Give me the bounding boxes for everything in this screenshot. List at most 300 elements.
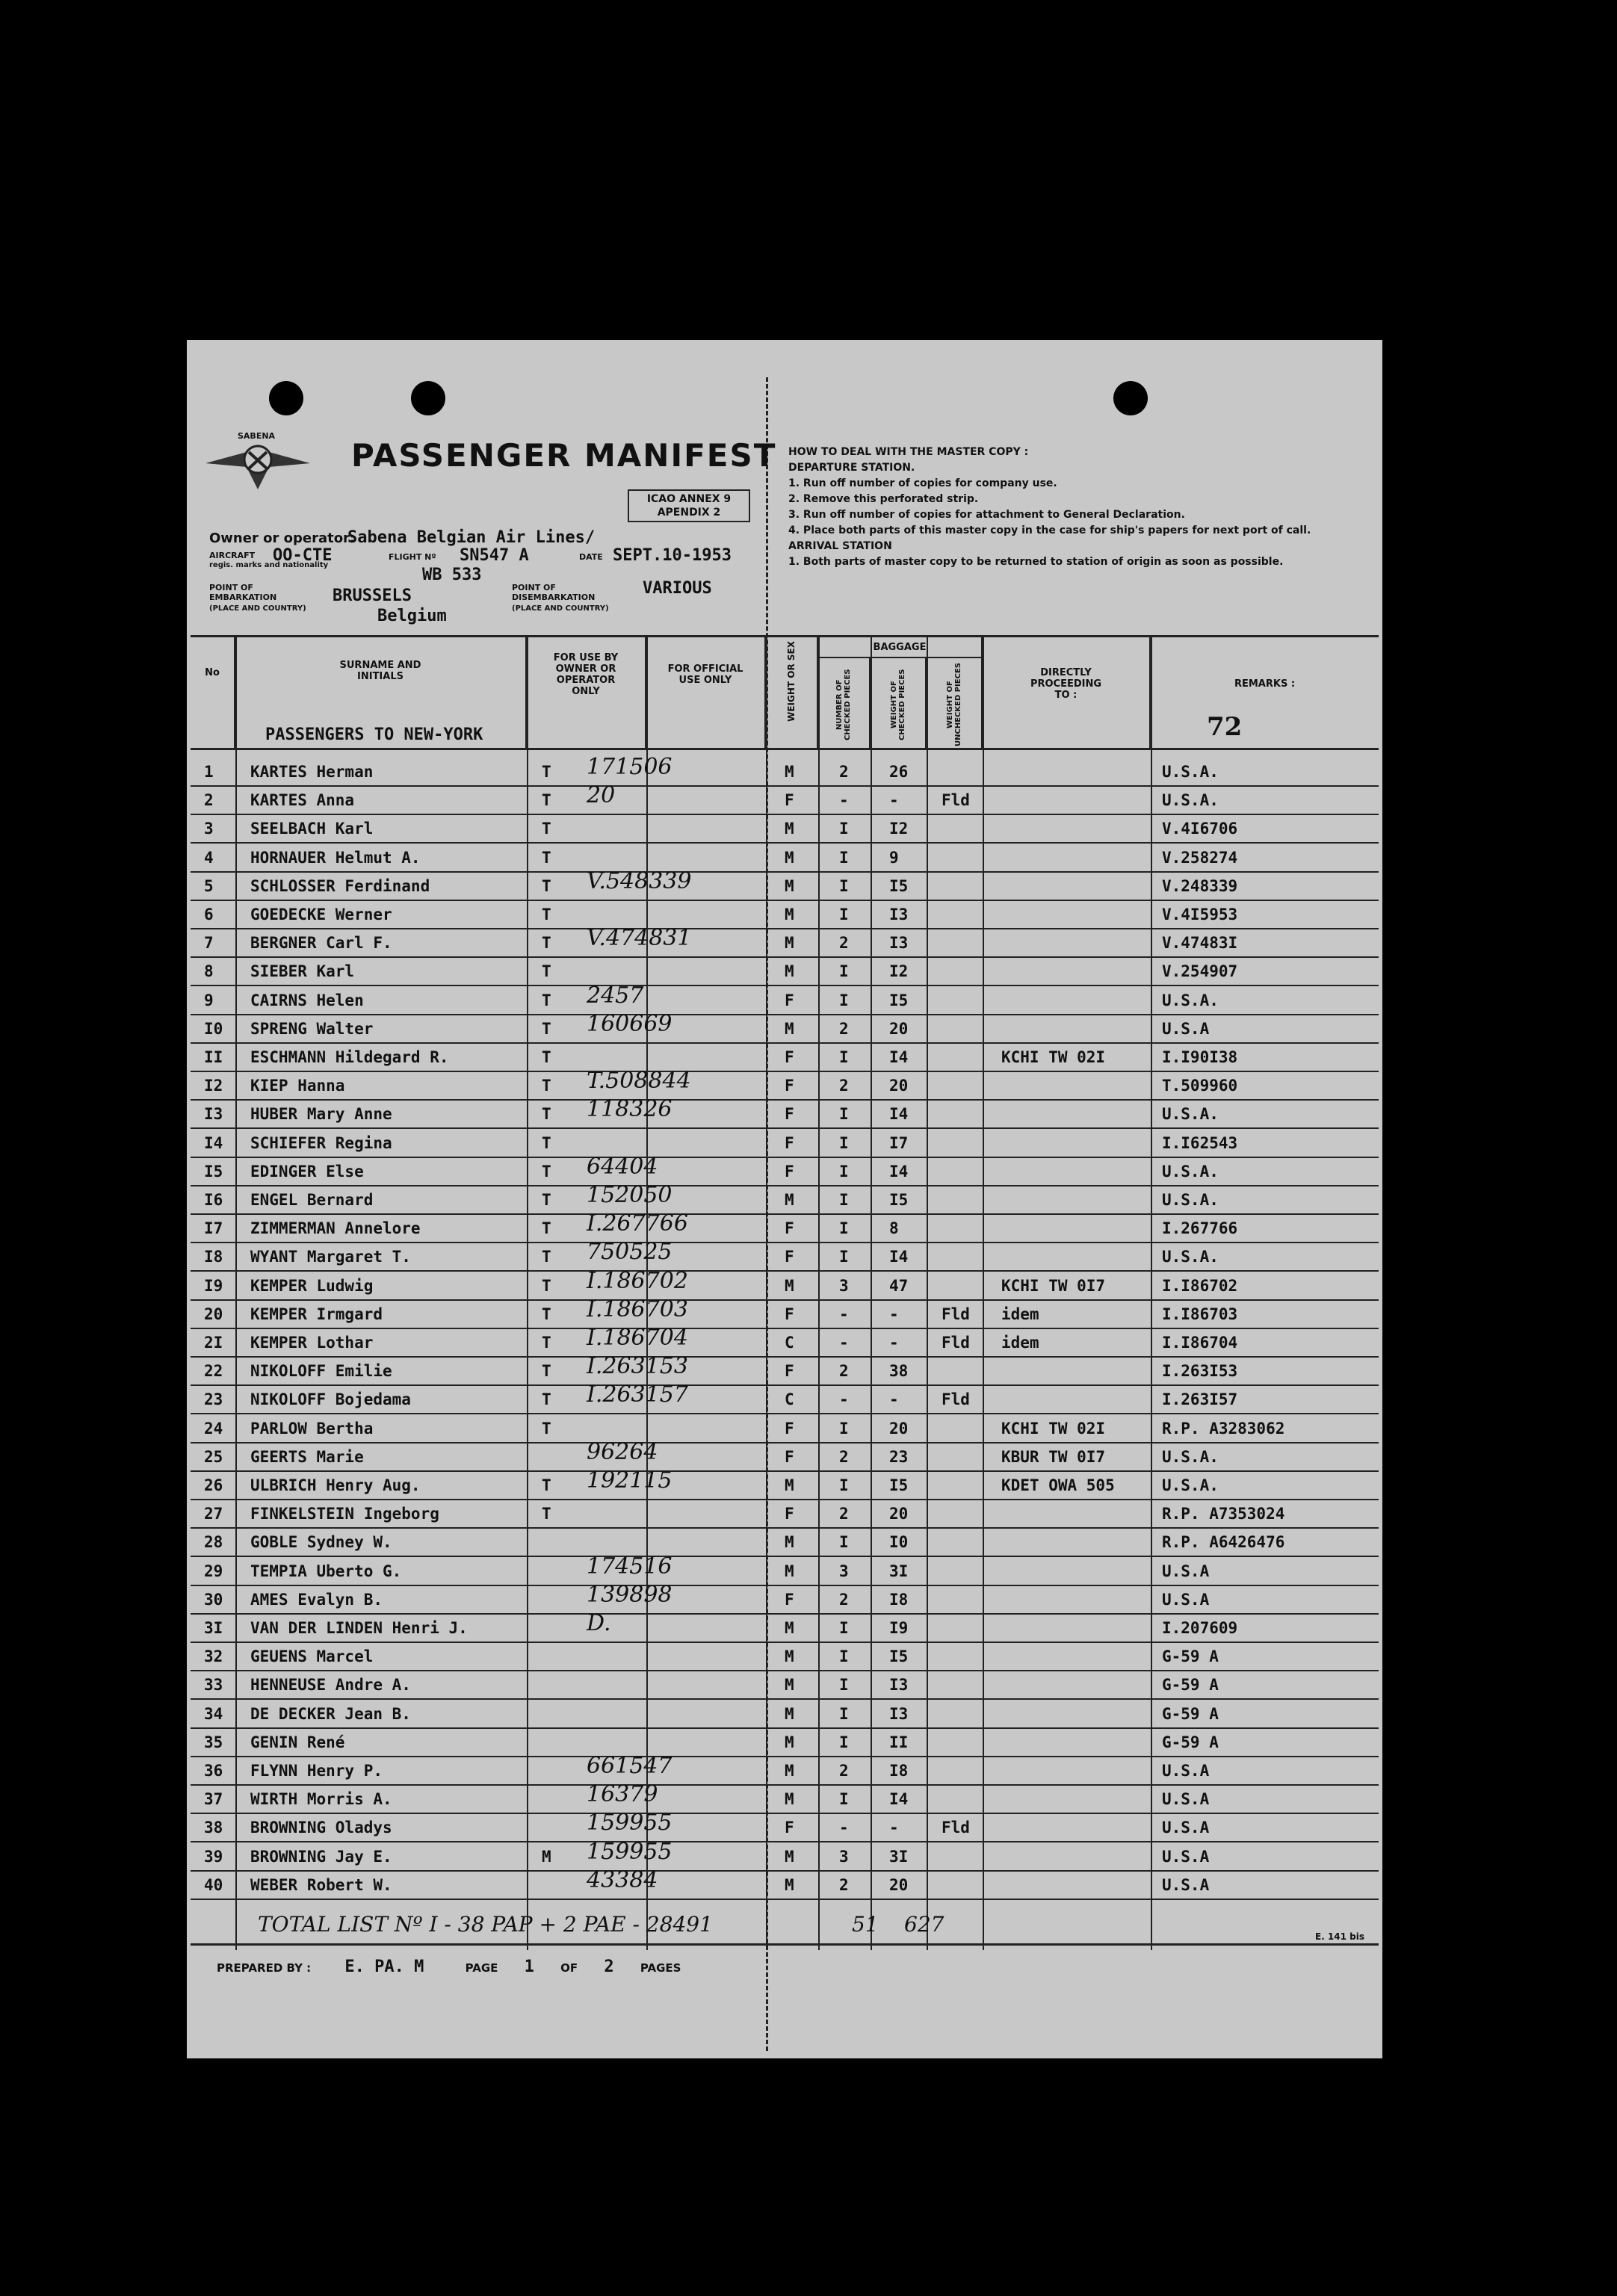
cell-sex: F	[785, 1305, 794, 1323]
cell-rem: U.S.A.	[1162, 1476, 1219, 1494]
cell-pcs: I	[839, 906, 849, 923]
cell-wt: 20	[889, 1077, 909, 1095]
cell-sex: M	[785, 906, 794, 923]
cell-name: GOBLE Sydney W.	[250, 1533, 392, 1552]
cell-no: 30	[204, 1590, 223, 1609]
cell-sex: M	[785, 1533, 794, 1552]
cell-rem: U.S.A	[1162, 1019, 1210, 1038]
cell-pcs: I	[839, 1733, 849, 1751]
instructions-arrival: ARRIVAL STATION	[788, 540, 892, 552]
cell-wt: 20	[889, 1419, 909, 1438]
cell-no: I3	[204, 1105, 223, 1124]
page-label: PAGE	[465, 1961, 498, 1975]
cell-off: 139898	[587, 1581, 673, 1608]
table-row	[191, 1267, 1379, 1301]
cell-off: I.263153	[587, 1353, 688, 1380]
table-row	[191, 844, 1379, 873]
cell-sex: M	[785, 1619, 794, 1637]
table-row	[191, 1610, 1379, 1643]
cell-name: SPRENG Walter	[250, 1019, 374, 1038]
cell-name: ZIMMERMAN Annelore	[250, 1219, 421, 1238]
cell-off: I.267766	[587, 1210, 688, 1237]
cell-dest: KCHI TW 0I7	[1001, 1276, 1106, 1295]
cell-off: V.548339	[587, 867, 692, 894]
cell-unch: Fld	[942, 1305, 970, 1323]
cell-off: 160669	[587, 1010, 673, 1037]
cell-t: T	[542, 906, 551, 923]
cell-name: KARTES Anna	[250, 791, 355, 810]
cell-wt: -	[889, 791, 899, 810]
cell-name: ENGEL Bernard	[250, 1191, 374, 1209]
cell-pcs: 3	[839, 1562, 849, 1580]
cell-sex: M	[785, 1790, 794, 1809]
cell-pcs: 2	[839, 934, 849, 953]
cell-wt: I4	[889, 1248, 909, 1266]
cell-dest: KCHI TW 02I	[1001, 1419, 1106, 1438]
cell-name: KEMPER Ludwig	[250, 1276, 374, 1295]
cell-no: 24	[204, 1419, 223, 1438]
cell-no: 33	[204, 1676, 223, 1695]
cell-rem: V.47483I	[1162, 934, 1238, 953]
col-checked-weight-label: WEIGHT OF CHECKED PIECES	[889, 669, 906, 741]
cell-name: CAIRNS Helen	[250, 991, 364, 1009]
cell-sex: C	[785, 1334, 794, 1352]
cell-t: T	[542, 1305, 551, 1323]
cell-off: 192115	[587, 1467, 673, 1494]
cell-sex: M	[785, 1762, 794, 1780]
cell-name: HORNAUER Helmut A.	[250, 848, 421, 867]
cell-rem: U.S.A.	[1162, 1191, 1219, 1209]
cell-pcs: 3	[839, 1847, 849, 1866]
cell-rem: I.263I53	[1162, 1362, 1238, 1381]
cell-wt: I5	[889, 991, 909, 1009]
cell-pcs: 2	[839, 1505, 849, 1523]
cell-name: GEERTS Marie	[250, 1447, 364, 1466]
cell-rem: U.S.A	[1162, 1875, 1210, 1894]
cell-off: I.186704	[587, 1325, 688, 1351]
col-unchecked-weight-label: WEIGHT OF UNCHECKED PIECES	[945, 663, 962, 747]
instruction-line: 1. Run off number of copies for company use.	[788, 477, 1057, 489]
table-row	[191, 1325, 1379, 1358]
cell-t: T	[542, 1419, 551, 1438]
flight-label: FLIGHT Nº	[389, 552, 436, 562]
cell-no: 3	[204, 820, 214, 838]
cell-wt: I4	[889, 1105, 909, 1124]
cell-rem: G-59 A	[1162, 1676, 1219, 1695]
cell-pcs: I	[839, 1048, 849, 1066]
cell-off: D.	[587, 1610, 611, 1636]
cell-rem: U.S.A.	[1162, 791, 1219, 810]
table-row	[191, 1838, 1379, 1872]
cell-t: T	[542, 1276, 551, 1295]
cell-t: T	[542, 1077, 551, 1095]
cell-rem: I.263I57	[1162, 1390, 1238, 1409]
cell-off: I.186703	[587, 1296, 688, 1322]
cell-sex: F	[785, 1248, 794, 1266]
total-weight: 627	[904, 1912, 944, 1937]
cell-no: 36	[204, 1762, 223, 1780]
table-row	[191, 815, 1379, 844]
cell-pcs: I	[839, 1704, 849, 1723]
cell-off: 20	[587, 782, 616, 809]
form-number: E. 141 bis	[1315, 1931, 1365, 1942]
cell-rem: I.207609	[1162, 1619, 1238, 1637]
cell-wt: 38	[889, 1362, 909, 1381]
date-label: DATE	[579, 552, 603, 562]
table-row	[191, 925, 1379, 958]
cell-rem: G-59 A	[1162, 1704, 1219, 1723]
cell-unch: Fld	[942, 1819, 970, 1837]
cell-pcs: I	[839, 991, 849, 1009]
cell-no: 5	[204, 876, 214, 895]
cell-off: 64404	[587, 1153, 658, 1180]
table-row	[191, 1500, 1379, 1529]
cell-t: T	[542, 962, 551, 981]
cell-wt: -	[889, 1819, 899, 1837]
cell-wt: I5	[889, 1647, 909, 1666]
cell-name: EDINGER Else	[250, 1162, 364, 1181]
icao-box	[628, 489, 750, 522]
cell-sex: M	[785, 876, 794, 895]
cell-no: 35	[204, 1733, 223, 1751]
instruction-line: 1. Both parts of master copy to be returned to station of origin as soon as possible.	[788, 556, 1284, 568]
cell-no: 34	[204, 1704, 223, 1723]
cell-wt: I8	[889, 1590, 909, 1609]
cell-rem: I.I86702	[1162, 1276, 1238, 1295]
cell-pcs: I	[839, 1647, 849, 1666]
cell-wt: I3	[889, 906, 909, 923]
cell-wt: 20	[889, 1019, 909, 1038]
cell-t: T	[542, 1476, 551, 1494]
cell-rem: R.P. A6426476	[1162, 1533, 1285, 1552]
cell-sex: F	[785, 1590, 794, 1609]
cell-dest: KCHI TW 02I	[1001, 1048, 1106, 1066]
cell-wt: I3	[889, 1676, 909, 1695]
cell-no: 8	[204, 962, 214, 981]
instruction-line: 4. Place both parts of this master copy in the case for ship's papers for next port of call.	[788, 525, 1311, 536]
cell-name: ULBRICH Henry Aug.	[250, 1476, 421, 1494]
flight-value-2: WB 533	[422, 566, 482, 584]
cell-off: 118326	[587, 1096, 673, 1123]
embark-country: Belgium	[377, 607, 447, 625]
cell-pcs: I	[839, 962, 849, 981]
cell-no: 28	[204, 1533, 223, 1552]
cell-wt: I2	[889, 962, 909, 981]
cell-name: SEELBACH Karl	[250, 820, 374, 838]
cell-name: FLYNN Henry P.	[250, 1762, 383, 1780]
cell-name: HUBER Mary Anne	[250, 1105, 392, 1124]
cell-no: 22	[204, 1362, 223, 1381]
cell-wt: 8	[889, 1219, 899, 1238]
table-row	[191, 901, 1379, 929]
disembark-value: VARIOUS	[643, 579, 712, 598]
col-proceeding: DIRECTLY PROCEEDING TO :	[983, 637, 1151, 748]
cell-name: WEBER Robert W.	[250, 1875, 392, 1894]
cell-sex: M	[785, 1562, 794, 1580]
cell-pcs: I	[839, 1191, 849, 1209]
table-row	[191, 1044, 1379, 1072]
cell-pcs: -	[839, 1305, 849, 1323]
cell-rem: R.P. A7353024	[1162, 1505, 1285, 1523]
cell-off: T.508844	[587, 1068, 691, 1095]
cell-rem: U.S.A.	[1162, 1162, 1219, 1181]
cell-off: 16379	[587, 1781, 658, 1808]
col-surname: SURNAME AND INITIALS	[235, 637, 527, 748]
table-row	[191, 1701, 1379, 1729]
cell-rem: V.258274	[1162, 848, 1238, 867]
table-row	[191, 1781, 1379, 1814]
cell-name: TEMPIA Uberto G.	[250, 1562, 402, 1580]
col-baggage: BAGGAGE	[818, 637, 983, 658]
cell-wt: I5	[889, 1476, 909, 1494]
cell-sex: M	[785, 1704, 794, 1723]
col-owner-use: FOR USE BY OWNER OR OPERATOR ONLY	[527, 637, 646, 748]
cell-pcs: I	[839, 1533, 849, 1552]
cell-name: PARLOW Bertha	[250, 1419, 374, 1438]
cell-no: 40	[204, 1875, 223, 1894]
flight-value: SN547 A	[460, 546, 529, 565]
cell-name: DE DECKER Jean B.	[250, 1704, 411, 1723]
cell-no: I4	[204, 1133, 223, 1152]
cell-off: 159955	[587, 1810, 673, 1837]
cell-sex: F	[785, 1362, 794, 1381]
cell-rem: U.S.A	[1162, 1790, 1210, 1809]
pages-label: PAGES	[640, 1961, 681, 1975]
cell-name: GENIN René	[250, 1733, 345, 1751]
cell-pcs: 2	[839, 763, 849, 781]
cell-wt: I0	[889, 1533, 909, 1552]
table-row	[191, 1068, 1379, 1101]
cell-off: 2457	[587, 982, 644, 1009]
col-sex	[766, 637, 818, 748]
cell-rem: U.S.A.	[1162, 1447, 1219, 1466]
cell-t: T	[542, 820, 551, 838]
cell-pcs: 2	[839, 1077, 849, 1095]
col-official-use: FOR OFFICIAL USE ONLY	[646, 637, 766, 748]
cell-t: T	[542, 876, 551, 895]
cell-rem: U.S.A	[1162, 1847, 1210, 1866]
cell-dest: idem	[1001, 1305, 1039, 1323]
cell-name: SCHLOSSER Ferdinand	[250, 876, 430, 895]
cell-no: I8	[204, 1248, 223, 1266]
cell-wt: -	[889, 1334, 899, 1352]
cell-name: ESCHMANN Hildegard R.	[250, 1048, 449, 1066]
cell-rem: U.S.A.	[1162, 763, 1219, 781]
cell-t: T	[542, 791, 551, 810]
cell-sex: F	[785, 1219, 794, 1238]
cell-wt: -	[889, 1390, 899, 1409]
cell-sex: M	[785, 848, 794, 867]
cell-pcs: 2	[839, 1019, 849, 1038]
embark-sub: (PLACE AND COUNTRY)	[209, 604, 306, 613]
embark-value: BRUSSELS	[333, 587, 412, 605]
cell-name: KEMPER Irmgard	[250, 1305, 383, 1323]
cell-no: 3I	[204, 1619, 223, 1637]
total-row	[191, 1909, 1379, 1946]
table-row	[191, 754, 1379, 787]
cell-name: GEUENS Marcel	[250, 1647, 374, 1666]
cell-no: 25	[204, 1447, 223, 1466]
cell-no: 26	[204, 1476, 223, 1494]
cell-wt: 20	[889, 1875, 909, 1894]
table-row	[191, 1438, 1379, 1472]
cell-name: KIEP Hanna	[250, 1077, 345, 1095]
cell-wt: I8	[889, 1762, 909, 1780]
instructions-title: HOW TO DEAL WITH THE MASTER COPY :	[788, 446, 1029, 458]
cell-sex: F	[785, 991, 794, 1009]
cell-name: AMES Evalyn B.	[250, 1590, 383, 1609]
cell-no: 23	[204, 1390, 223, 1409]
cell-dest: KBUR TW 0I7	[1001, 1447, 1106, 1466]
table-row	[191, 1467, 1379, 1500]
cell-rem: I.267766	[1162, 1219, 1238, 1238]
cell-pcs: 2	[839, 1590, 849, 1609]
table-row	[191, 958, 1379, 986]
cell-no: 1	[204, 763, 214, 781]
cell-rem: U.S.A.	[1162, 1248, 1219, 1266]
col-unchecked-weight	[927, 658, 983, 748]
table-row	[191, 1210, 1379, 1243]
cell-pcs: I	[839, 1105, 849, 1124]
col-checked-pieces-label: NUMBER OF CHECKED PIECES	[835, 669, 852, 741]
cell-wt: 20	[889, 1505, 909, 1523]
cell-wt: 9	[889, 848, 899, 867]
cell-t: T	[542, 1162, 551, 1181]
cell-pcs: I	[839, 1162, 849, 1181]
cell-wt: I3	[889, 1704, 909, 1723]
cell-t: T	[542, 1390, 551, 1409]
cell-no: 32	[204, 1647, 223, 1666]
sabena-logo-icon	[202, 430, 314, 497]
cell-off: V.474831	[587, 925, 692, 952]
cell-name: HENNEUSE Andre A.	[250, 1676, 411, 1695]
cell-name: GOEDECKE Werner	[250, 906, 392, 923]
disembark-label: POINT OF DISEMBARKATION	[512, 583, 596, 602]
cell-dest: KDET OWA 505	[1001, 1476, 1115, 1494]
icao-line: ICAO ANNEX 9	[646, 493, 732, 505]
cell-pcs: -	[839, 1334, 849, 1352]
cell-no: 6	[204, 906, 214, 923]
aircraft-label: AIRCRAFT	[209, 551, 256, 560]
cell-wt: I4	[889, 1790, 909, 1809]
cell-sex: M	[785, 1191, 794, 1209]
cell-no: I0	[204, 1019, 223, 1038]
cell-rem: I.I62543	[1162, 1133, 1238, 1152]
cell-no: 2I	[204, 1334, 223, 1352]
total-pieces: 51	[852, 1912, 879, 1937]
cell-pcs: 2	[839, 1875, 849, 1894]
cell-name: WYANT Margaret T.	[250, 1248, 411, 1266]
table-row	[191, 1182, 1379, 1215]
table-row	[191, 1729, 1379, 1757]
cell-pcs: -	[839, 791, 849, 810]
cell-wt: I9	[889, 1619, 909, 1637]
total-label: TOTAL LIST Nº I - 38 PAP + 2 PAE - 28491	[258, 1912, 713, 1937]
prepared-value: E. PA. M	[344, 1958, 424, 1976]
table-row	[191, 1353, 1379, 1386]
cell-off: 750525	[587, 1239, 673, 1266]
cell-unch: Fld	[942, 1390, 970, 1409]
cell-rem: U.S.A.	[1162, 1105, 1219, 1124]
cell-wt: 3I	[889, 1847, 909, 1866]
cell-sex: M	[785, 1476, 794, 1494]
punch-hole	[269, 381, 303, 415]
col-checked-weight	[871, 658, 927, 748]
cell-sex: M	[785, 934, 794, 953]
cell-wt: I4	[889, 1162, 909, 1181]
cell-pcs: -	[839, 1390, 849, 1409]
table-row	[191, 1810, 1379, 1842]
table-row	[191, 1643, 1379, 1671]
cell-rem: G-59 A	[1162, 1647, 1219, 1666]
cell-sex: F	[785, 1105, 794, 1124]
cell-sex: M	[785, 1647, 794, 1666]
cell-no: 29	[204, 1562, 223, 1580]
instruction-line: 2. Remove this perforated strip.	[788, 493, 979, 505]
cell-unch: Fld	[942, 791, 970, 810]
cell-off: 174516	[587, 1553, 673, 1579]
cell-t: T	[542, 991, 551, 1009]
icao-line: APENDIX 2	[657, 507, 721, 519]
col-remarks: REMARKS :	[1234, 678, 1296, 690]
instructions	[788, 445, 1356, 570]
cell-no: 39	[204, 1847, 223, 1866]
owner-label: Owner or operator:	[209, 530, 356, 546]
cell-pcs: I	[839, 1419, 849, 1438]
column-headers	[191, 635, 1379, 750]
cell-sex: F	[785, 1133, 794, 1152]
cell-pcs: I	[839, 848, 849, 867]
cell-no: 37	[204, 1790, 223, 1809]
cell-sex: M	[785, 763, 794, 781]
cell-no: 2	[204, 791, 214, 810]
cell-name: BROWNING Oladys	[250, 1819, 392, 1837]
cell-sex: F	[785, 1077, 794, 1095]
col-no: No	[191, 637, 235, 748]
cell-wt: II	[889, 1733, 909, 1751]
punch-hole	[1113, 381, 1148, 415]
cell-no: 4	[204, 848, 214, 867]
table-row	[191, 1096, 1379, 1129]
table-row	[191, 1415, 1379, 1443]
cell-name: WIRTH Morris A.	[250, 1790, 392, 1809]
cell-t: T	[542, 848, 551, 867]
cell-sex: M	[785, 820, 794, 838]
cell-sex: M	[785, 1276, 794, 1295]
cell-sex: F	[785, 1819, 794, 1837]
table-row	[191, 1866, 1379, 1900]
cell-rem: I.I90I38	[1162, 1048, 1238, 1066]
cell-t: T	[542, 1334, 551, 1352]
cell-name: BERGNER Carl F.	[250, 934, 392, 953]
of-value: 2	[604, 1958, 614, 1976]
instructions-departure: DEPARTURE STATION.	[788, 462, 915, 474]
cell-off: 661547	[587, 1753, 673, 1779]
cell-wt: I7	[889, 1133, 909, 1152]
manifest-sheet	[187, 340, 1382, 2058]
date-value: SEPT.10-1953	[613, 546, 732, 565]
cell-rem: V.254907	[1162, 962, 1238, 981]
cell-off: 159955	[587, 1838, 673, 1865]
cell-t: T	[542, 1019, 551, 1038]
cell-rem: U.S.A.	[1162, 991, 1219, 1009]
cell-name: KEMPER Lothar	[250, 1334, 374, 1352]
cell-wt: I5	[889, 876, 909, 895]
cell-t: M	[542, 1847, 551, 1866]
cell-sex: F	[785, 1419, 794, 1438]
cell-t: T	[542, 1505, 551, 1523]
cell-t: T	[542, 1362, 551, 1381]
